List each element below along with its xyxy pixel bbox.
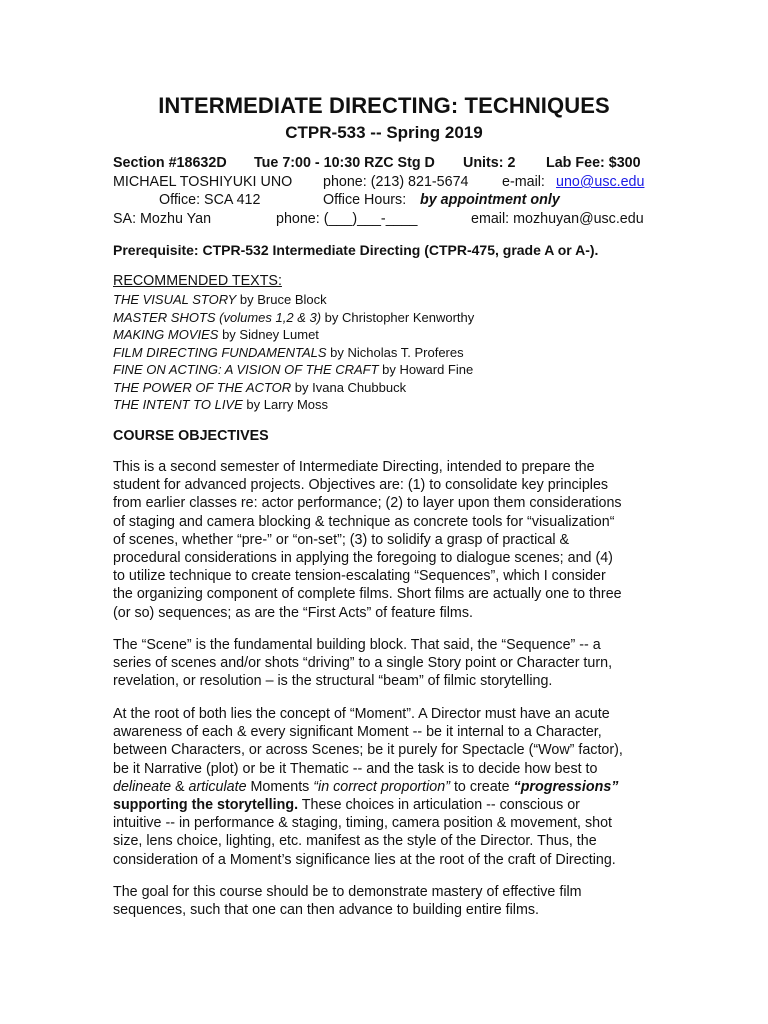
paragraph-line: (or so) sequences; as are the “First Acts” of feature films.: [113, 604, 473, 621]
text-item: THE INTENT TO LIVE by Larry Moss: [113, 397, 329, 412]
text-item: FILM DIRECTING FUNDAMENTALS by Nicholas T. Proferes: [113, 345, 464, 360]
sa-name: SA: Mozhu Yan: [113, 211, 212, 227]
office-hours-label: Office Hours:: [323, 192, 407, 208]
paragraph-line: of staging and camera blocking & technique as concrete tools for “visualization“: [113, 513, 615, 530]
objectives-paragraph-1: [113, 458, 653, 622]
text-item: THE POWER OF THE ACTOR by Ivana Chubbuck: [113, 380, 407, 395]
paragraph-line: size, lens choice, lighting, etc. manifest as the style of the Director. Thus, the: [113, 833, 597, 850]
sa-phone: phone: (___)___-____: [276, 211, 418, 227]
prerequisite: Prerequisite: CTPR-532 Intermediate Directing (CTPR-475, grade A or A-).: [113, 242, 599, 258]
paragraph-line: delineate & articulate Moments “in correct proportion” to create “progressions”: [113, 778, 619, 795]
section-number: Section #18632D: [113, 155, 227, 171]
instructor-name: MICHAEL TOSHIYUKI UNO: [113, 174, 293, 190]
section-fee: Lab Fee: $300: [546, 155, 641, 171]
instructor-email-link[interactable]: uno@usc.edu: [556, 174, 645, 190]
objectives-paragraph-3: [113, 705, 653, 869]
paragraph-line: series of scenes and/or shots “driving” to a single Story point or Character turn,: [113, 655, 613, 672]
paragraph-line: be it Narrative (plot) or be it Thematic -- and the task is to decide how best to: [113, 760, 598, 777]
paragraph-line: student for advanced projects. Objectives are: (1) to consolidate key principles: [113, 477, 609, 494]
paragraph-line: sequences, such that one can then advance to building entire films.: [113, 902, 540, 919]
paragraph-line: intuitive -- in performance & staging, timing, camera position & movement, shot: [113, 815, 613, 832]
paragraph-line: The goal for this course should be to demonstrate mastery of effective film: [113, 884, 582, 900]
instructor-phone: phone: (213) 821-5674: [323, 174, 469, 190]
text-item: MAKING MOVIES by Sidney Lumet: [113, 327, 319, 342]
text-item: THE VISUAL STORY by Bruce Block: [113, 292, 327, 307]
section-time: Tue 7:00 - 10:30 RZC Stg D: [254, 155, 435, 171]
paragraph-line: This is a second semester of Intermediate Directing, intended to prepare the: [113, 459, 595, 475]
paragraph-line: consideration of a Moment’s significance lies at the root of the craft of Directing.: [113, 851, 616, 868]
objectives-paragraph-2: [113, 636, 653, 691]
instructor-email-label: e-mail:: [502, 174, 545, 190]
paragraph-line: procedural considerations in applying the foregoing to dialogue scenes; and (4): [113, 550, 613, 567]
sa-email: email: mozhuyan@usc.edu: [471, 211, 644, 227]
objectives-paragraph-4: [113, 883, 653, 919]
section-units: Units: 2: [463, 155, 516, 171]
paragraph-line: of scenes, whether “pre-” or “on-set”; (3) to solidify a grasp of practical &: [113, 531, 570, 548]
text-item: FINE ON ACTING: A VISION OF THE CRAFT by Howard Fine: [113, 362, 474, 377]
course-code: CTPR-533 -- Spring 2019: [285, 123, 483, 142]
course-title: INTERMEDIATE DIRECTING: TECHNIQUES: [158, 93, 610, 118]
office-hours-value: by appointment only: [420, 192, 560, 208]
paragraph-line: awareness of each & every significant Moment -- be it internal to a Character,: [113, 724, 602, 741]
paragraph-line: the organizing component of complete films. Short films are actually one to three: [113, 586, 622, 603]
office-location: Office: SCA 412: [159, 192, 261, 208]
paragraph-line: from earlier classes re: actor performance; (2) to layer upon them considerations: [113, 495, 622, 512]
paragraph-line: revelation, or resolution – is the structural “beam” of filmic storytelling.: [113, 673, 553, 690]
paragraph-line: The “Scene” is the fundamental building block. That said, the “Sequence” -- a: [113, 637, 601, 653]
paragraph-line: between Characters, or across Scenes; be it purely for Spectacle (“Wow” factor),: [113, 742, 623, 759]
paragraph-line: At the root of both lies the concept of “Moment”. A Director must have an acute: [113, 706, 610, 722]
recommended-texts-heading: RECOMMENDED TEXTS:: [113, 273, 282, 289]
paragraph-line: to utilize technique to create tension-escalating “Sequences”, which I consider: [113, 568, 606, 585]
paragraph-line: supporting the storytelling. These choices in articulation -- conscious or: [113, 797, 580, 814]
text-item: MASTER SHOTS (volumes 1,2 & 3) by Christopher Kenworthy: [113, 310, 475, 325]
objectives-heading: COURSE OBJECTIVES: [113, 428, 269, 444]
